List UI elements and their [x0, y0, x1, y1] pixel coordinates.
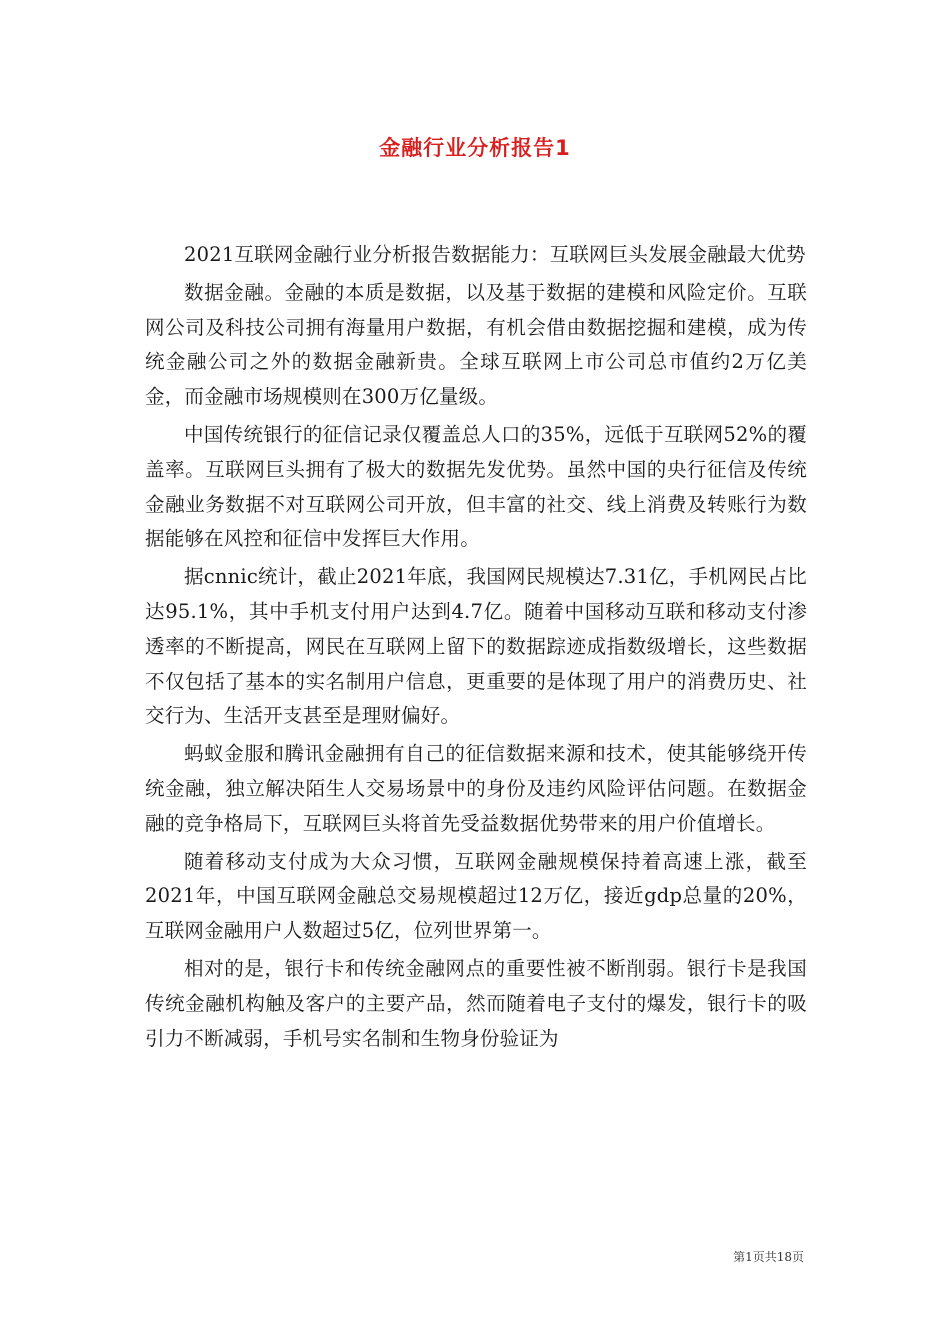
paragraph: 相对的是，银行卡和传统金融网点的重要性被不断削弱。银行卡是我国传统金融机构触及客户的主要产品，然而随着电子支付的爆发，银行卡的吸引力不断减弱，手机号实名制和生物身份验证为 — [145, 956, 807, 1050]
document-body — [145, 238, 807, 1059]
page-number-footer: 第1页共18页 — [733, 1250, 804, 1264]
paragraph: 2021互联网金融行业分析报告数据能力：互联网巨头发展金融最大优势 — [184, 243, 806, 266]
paragraph: 数据金融。金融的本质是数据，以及基于数据的建模和风险定价。互联网公司及科技公司拥有海量用户数据，有机会借由数据挖掘和建模，成为传统金融公司之外的数据金融新贵。全球互联网上市公司总市值约2万亿美金，而金融市场规模则在300万亿量级。 — [145, 280, 807, 409]
paragraph: 中国传统银行的征信记录仅覆盖总人口的35%，远低于互联网52%的覆盖率。互联网巨头拥有了极大的数据先发优势。虽然中国的央行征信及传统金融业务数据不对互联网公司开放，但丰富的社交、线上消费及转账行为数据能够在风控和征信中发挥巨大作用。 — [145, 422, 807, 551]
document-title: 金融行业分析报告1 — [379, 136, 571, 160]
paragraph: 随着移动支付成为大众习惯，互联网金融规模保持着高速上涨，截至2021年，中国互联网金融总交易规模超过12万亿，接近gdp总量的20%，互联网金融用户人数超过5亿，位列世界第一。 — [145, 849, 807, 943]
paragraph: 蚂蚁金服和腾讯金融拥有自己的征信数据来源和技术，使其能够绕开传统金融，独立解决陌生人交易场景中的身份及违约风险评估问题。在数据金融的竞争格局下，互联网巨头将首先受益数据优势带来的用户价值增长。 — [145, 742, 807, 835]
paragraph: 据cnnic统计，截止2021年底，我国网民规模达7.31亿，手机网民占比达95.1%，其中手机支付用户达到4.7亿。随着中国移动互联和移动支付渗透率的不断提高，网民在互联网上留下的数据踪迹成指数级增长，这些数据不仅包括了基本的实名制用户信息，更重要的是体现了用户的消费历史、社交行为、生活开支甚至是理财偏好。 — [145, 565, 807, 728]
